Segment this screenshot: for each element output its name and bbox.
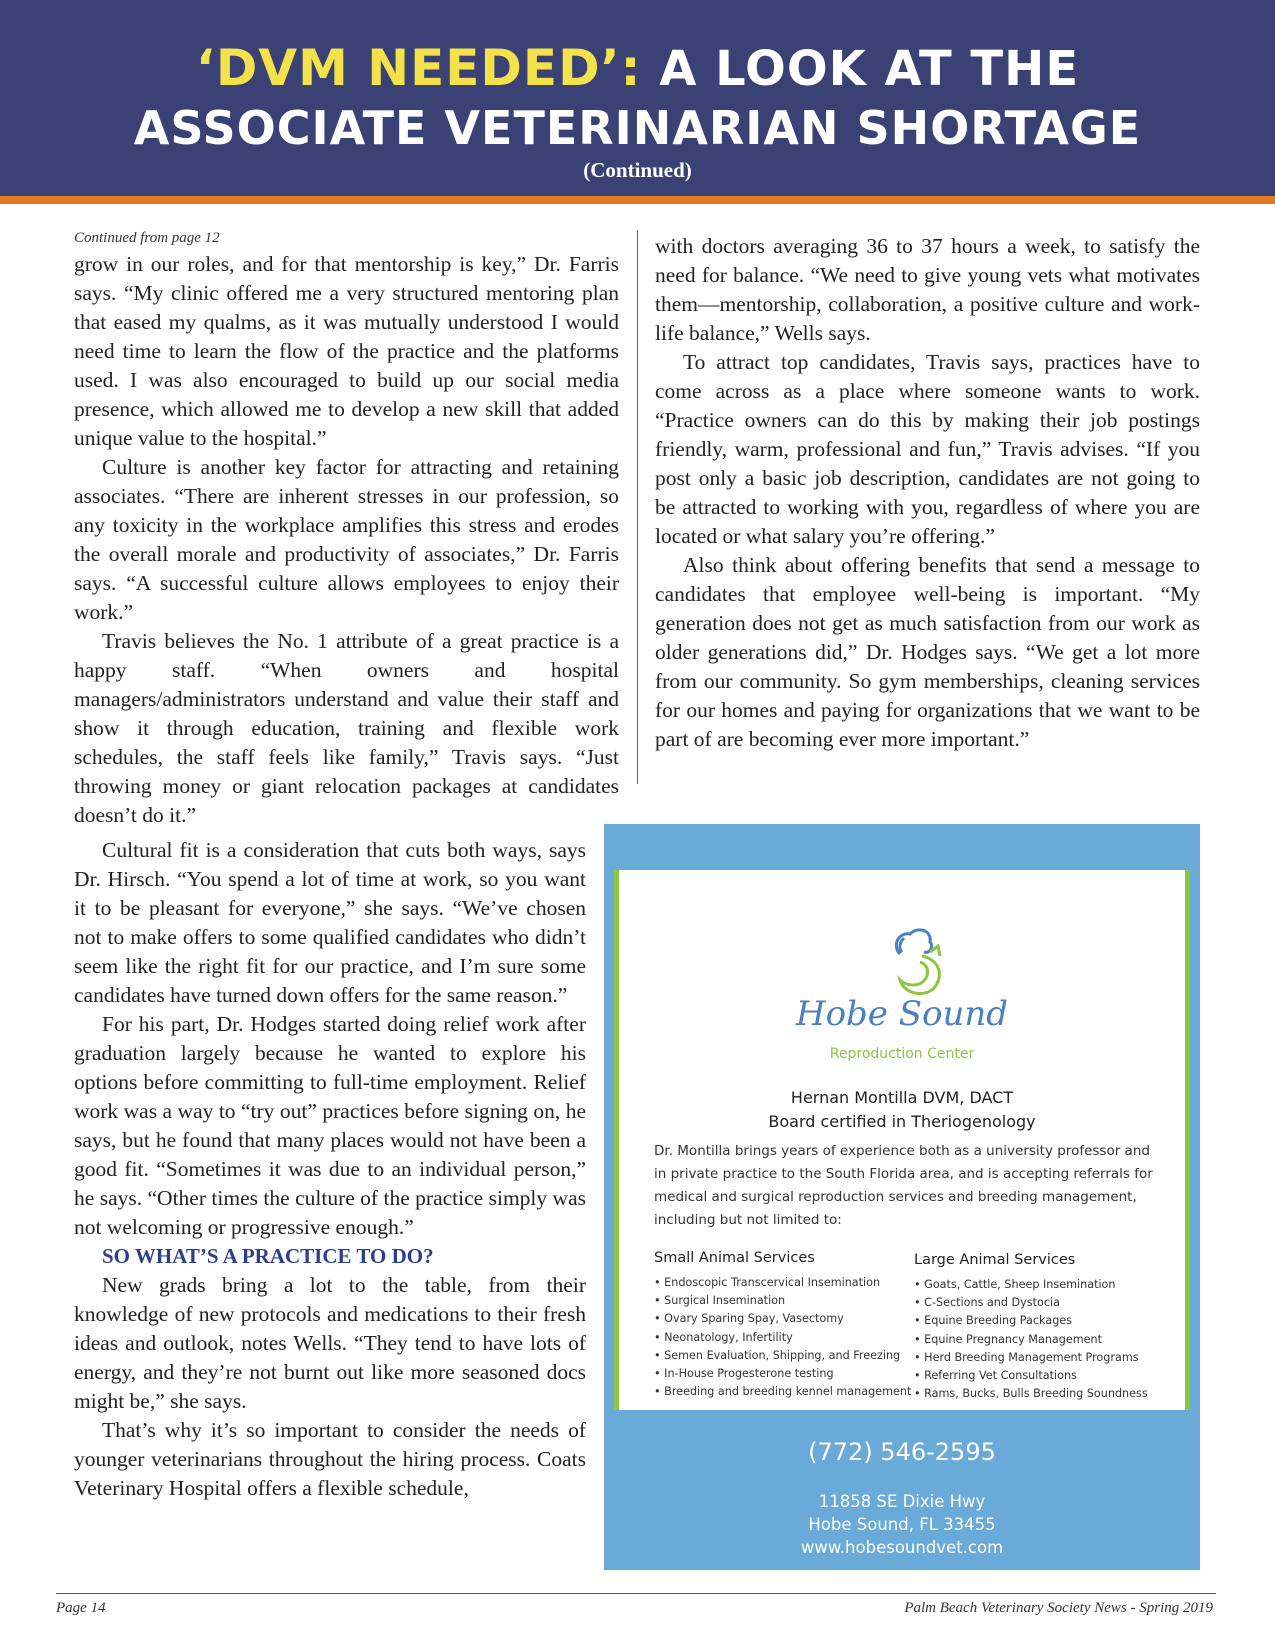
service-item: • C-Sections and Dystocia bbox=[914, 1294, 1148, 1312]
article-paragraph: Cultural fit is a consideration that cuts both ways, says Dr. Hirsch. “You spend a lot of time at work, so you want it to be pleasant for everyone,” she says. “We’ve chosen not to make offers to some qualified candidates who didn’t seem like the right fit for our practice, and I’m sure some candidates have turned down offers for the same reason.” bbox=[74, 838, 586, 1007]
footer-rule bbox=[56, 1593, 1216, 1594]
article-paragraph: That’s why it’s so important to consider the needs of younger veterinarians throughout the hiring process. Coats Veterinary Hospital offers a flexible schedule, bbox=[74, 1418, 586, 1500]
ad-doctor-name: Hernan Montilla DVM, DACT bbox=[790, 1088, 1014, 1107]
service-item: • Endoscopic Transcervical Insemination bbox=[654, 1274, 911, 1292]
article-paragraph: For his part, Dr. Hodges started doing relief work after graduation largely because he wanted to explore his options before committing to full-time employment. Relief work was a way to “try out” practices before signing on, he says, but he found that many places would not have been a good fit. “Sometimes it was due to an individual person,” he says. “Other times the culture of the practice simply was not welcoming or progressive enough.” bbox=[74, 1012, 586, 1239]
hobe-sound-advertisement bbox=[604, 824, 1200, 1570]
article-column-left-bottom bbox=[74, 836, 586, 1503]
article-column-left-top bbox=[74, 228, 619, 830]
headline-line1 bbox=[0, 40, 1275, 97]
ad-phone-number[interactable]: (772) 546-2595 bbox=[808, 1438, 996, 1466]
service-item: • Herd Breeding Management Programs bbox=[914, 1349, 1148, 1367]
publication-name: Palm Beach Veterinary Society News - Spring 2019 bbox=[904, 1600, 1213, 1616]
small-animal-services bbox=[654, 1250, 911, 1401]
column-divider bbox=[637, 230, 638, 784]
service-item: • Neonatology, Infertility bbox=[654, 1329, 911, 1347]
large-animal-title: Large Animal Services bbox=[914, 1252, 1076, 1268]
service-item: • Equine Breeding Packages bbox=[914, 1312, 1148, 1330]
ad-website-link[interactable]: www.hobesoundvet.com bbox=[800, 1538, 1004, 1557]
headline-line2: ASSOCIATE VETERINARIAN SHORTAGE bbox=[133, 101, 1142, 155]
large-animal-services bbox=[914, 1252, 1148, 1403]
headline-rest: A LOOK AT THE bbox=[641, 41, 1080, 97]
article-paragraph: Culture is another key factor for attracting and retaining associates. “There are inherent stresses in our profession, so any toxicity in the workplace amplifies this stress and erodes the overall morale and productivity of associates,” Dr. Farris says. “A successful culture allows employees to enjoy their work.” bbox=[74, 455, 619, 624]
continued-label: (Continued) bbox=[583, 158, 692, 182]
service-item: • Referring Vet Consultations bbox=[914, 1367, 1148, 1385]
ad-city: Hobe Sound, FL 33455 bbox=[808, 1515, 996, 1534]
ad-doctor-info bbox=[614, 1086, 1190, 1134]
article-paragraph: grow in our roles, and for that mentorship is key,” Dr. Farris says. “My clinic offered me a very structured mentoring plan that eased my qualms, as it was mutually understood I would need time to learn the flow of the practice and the platforms used. I was also encouraged to build up our social media presence, which allowed me to develop a new skill that added unique value to the hospital.” bbox=[74, 252, 619, 450]
ad-address bbox=[604, 1490, 1200, 1559]
service-item: • Goats, Cattle, Sheep Insemination bbox=[914, 1276, 1148, 1294]
ad-brand-name: Hobe Sound bbox=[795, 994, 1009, 1034]
page-number: Page 14 bbox=[56, 1600, 106, 1616]
small-animal-title: Small Animal Services bbox=[654, 1250, 815, 1266]
article-paragraph: To attract top candidates, Travis says, practices have to come across as a place where someone wants to work. “Practice owners can do this by making their job postings friendly, warm, professional and fun,” Travis advises. “If you post only a basic job description, candidates are not going to be attracted to working with you, regardless of where you are located or what salary you’re offering.” bbox=[655, 350, 1200, 548]
ad-description: Dr. Montilla brings years of experience both as a university professor and in private practice to the South Florida area, and is accepting referrals for medical and surgical reproduction services and breeding management, including but not limited to: bbox=[654, 1143, 1153, 1228]
ad-street: 11858 SE Dixie Hwy bbox=[818, 1492, 986, 1511]
ad-brand-subtitle: Reproduction Center bbox=[829, 1046, 975, 1062]
ad-green-bar-left bbox=[614, 870, 619, 1410]
service-item: • In-House Progesterone testing bbox=[654, 1365, 911, 1383]
service-item: • Equine Pregnancy Management bbox=[914, 1331, 1148, 1349]
service-item: • Semen Evaluation, Shipping, and Freezing bbox=[654, 1347, 911, 1365]
article-paragraph: Travis believes the No. 1 attribute of a great practice is a happy staff. “When owners and hospital managers/administrators understand and value their staff and show it through education, training and flexible work schedules, the staff feels like family,” Travis says. “Just throwing money or giant relocation packages at candidates doesn’t do it.” bbox=[74, 629, 619, 827]
continued-from-note: Continued from page 12 bbox=[74, 230, 220, 246]
service-item: • Rams, Bucks, Bulls Breeding Soundness bbox=[914, 1385, 1148, 1403]
title-banner bbox=[0, 0, 1275, 204]
service-item: • Surgical Insemination bbox=[654, 1292, 911, 1310]
article-column-right bbox=[655, 232, 1200, 754]
article-paragraph: New grads bring a lot to the table, from their knowledge of new protocols and medications to their fresh ideas and outlook, notes Wells. “They tend to have lots of energy, and they’re not burnt out like more seasoned docs might be,” she says. bbox=[74, 1273, 586, 1413]
service-item: • Ovary Sparing Spay, Vasectomy bbox=[654, 1310, 911, 1328]
article-paragraph: Also think about offering benefits that send a message to candidates that employee well-being is important. “My generation does not get as much satisfaction from our work as older generations did,” Dr. Hodges says. “We get a lot more from our community. So gym memberships, cleaning services for our homes and paying for organizations that we want to be part of are becoming ever more important.” bbox=[655, 553, 1200, 751]
service-item: • Breeding and breeding kennel management bbox=[654, 1383, 911, 1401]
section-subhead: SO WHAT’S A PRACTICE TO DO? bbox=[102, 1244, 434, 1268]
headline-highlight: ‘DVM NEEDED’: bbox=[195, 39, 642, 97]
article-paragraph: with doctors averaging 36 to 37 hours a week, to satisfy the need for balance. “We need to give young vets what motivates them—mentorship, collaboration, a positive culture and work-life balance,” Wells says. bbox=[655, 234, 1200, 345]
ad-certification: Board certified in Theriogenology bbox=[768, 1112, 1036, 1131]
dog-cat-logo-icon bbox=[870, 916, 960, 1006]
ad-content-panel bbox=[614, 870, 1190, 1410]
ad-green-bar-right bbox=[1185, 870, 1190, 1410]
